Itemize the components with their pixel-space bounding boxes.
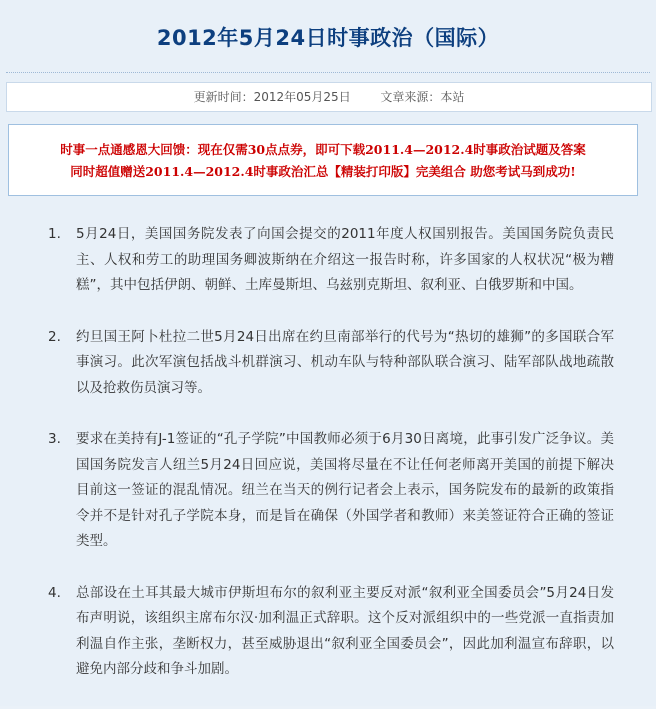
item-text: 要求在美持有J-1签证的“孔子学院”中国教师必须于6月30日离境，此事引发广泛争议。美国国务院发言人纽兰5月24日回应说，美国将尽量在不让任何老师离开美国的前提下解决目前这一签证的混乱情况。纽兰在当天的例行记者会上表示，国务院发布的最新的政策指令并不是针对孔子学院本身，而是旨在确保（外国学者和教师）来美签证符合正确的签证类型。 bbox=[76, 431, 614, 549]
news-list bbox=[48, 222, 614, 709]
item-number: 2. bbox=[48, 328, 61, 345]
news-item bbox=[48, 222, 614, 299]
promo-line-2[interactable]: 同时超值赠送2011.4—2012.4时事政治汇总【精装打印版】完美组合 助您考试马到成功! bbox=[70, 164, 576, 179]
title-divider bbox=[6, 72, 650, 73]
article-source: 文章来源：本站 bbox=[380, 90, 465, 104]
item-number: 3. bbox=[48, 431, 61, 447]
item-text: 总部设在土耳其最大城市伊斯坦布尔的叙利亚主要反对派“叙利亚全国委员会”5月24日发布声明说，该组织主席布尔汉·加利温正式辞职。这个反对派组织中的一些党派一直指责加利温自作主张，垄断权力，甚至威胁退出“叙利亚全国委员会”，因此加利温宣布辞职，以避免内部分歧和争斗加剧。 bbox=[76, 584, 614, 677]
promo-banner[interactable] bbox=[8, 124, 638, 196]
item-text: 约旦国王阿卜杜拉二世5月24日出席在约旦南部举行的代号为“热切的雄狮”的多国联合军事演习。此次军演包括战斗机群演习、机动车队与特种部队联合演习、陆军部队战地疏散以及抢救伤员演习等。 bbox=[76, 328, 614, 396]
page-title: 2012年5月24日时事政治（国际） bbox=[156, 26, 500, 50]
update-time: 更新时间：2012年05月25日 bbox=[193, 90, 351, 104]
news-item bbox=[48, 325, 614, 402]
promo-line-1[interactable]: 时事一点通感恩大回馈：现在仅需30点点券，即可下载2011.4—2012.4时事政治试题及答案 bbox=[60, 142, 586, 157]
news-item bbox=[48, 427, 614, 555]
news-item bbox=[48, 581, 614, 683]
article-meta bbox=[6, 82, 652, 112]
item-number: 1. bbox=[48, 226, 61, 242]
item-text: 5月24日，美国国务院发表了向国会提交的2011年度人权国别报告。美国国务院负责民主、人权和劳工的助理国务卿波斯纳在介绍这一报告时称，许多国家的人权状况“极为糟糕”，其中包括伊朗、朝鲜、土库曼斯坦、乌兹别克斯坦、叙利亚、白俄罗斯和中国。 bbox=[76, 226, 614, 293]
item-number: 4. bbox=[48, 584, 61, 601]
